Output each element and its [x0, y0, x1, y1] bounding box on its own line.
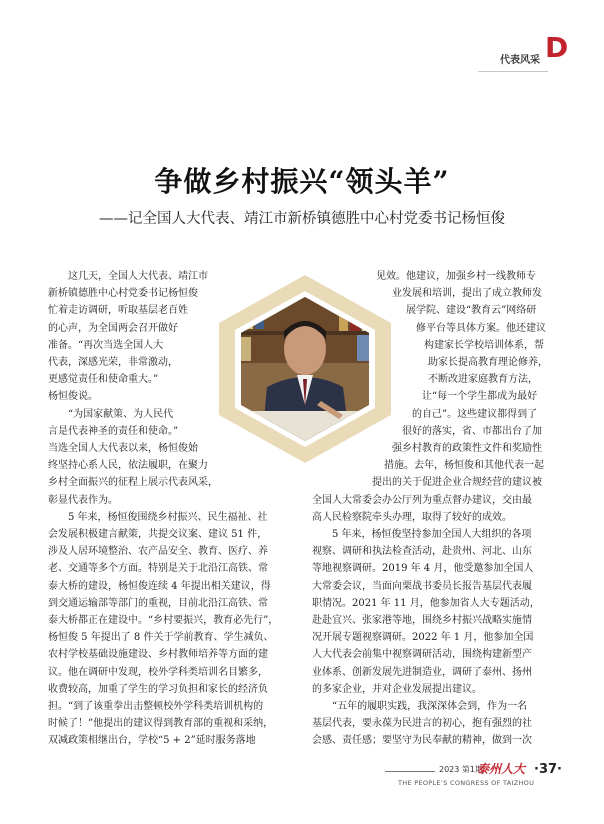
text-line: 更感觉责任和使命重大。”	[48, 374, 159, 386]
text-line: 老、交通等多个方面。特别是关于北沿江高铁、常	[48, 563, 268, 575]
text-line: 全国人大常委会办公厅列为重点督办建议，交由最	[312, 494, 532, 506]
text-line: 泰大桥都正在建设中。“乡村要振兴，教育必先行”，	[48, 615, 279, 627]
text-line: 的心声，为全国两会召开做好	[48, 322, 178, 334]
text-line: 担。“到了该重拳出击整顿校外学科类培训机构的	[48, 701, 264, 713]
text-line: 会感、责任感；要坚守为民奉献的精神，做到一次	[312, 735, 532, 747]
text-line: 这几天，全国人大代表、靖江市	[68, 271, 208, 282]
text-line: 展学院、建设“教育云”网络研	[406, 305, 537, 317]
text-line: 杨恒俊说。	[48, 391, 98, 403]
article-subtitle: ——记全国人大代表、靖江市新桥镇德胜中心村党委书记杨恒俊	[99, 211, 505, 227]
text-line: 见效。他建议，加强乡村一线教师专	[376, 271, 536, 282]
header-rule	[478, 71, 548, 72]
page-number: ·37·	[534, 762, 562, 777]
footer-magazine-logo: 泰州人大	[477, 762, 526, 776]
text-line: “五年的履职实践，我深深体会到，作为一名	[332, 701, 528, 713]
text-line: 高人民检察院牵头办理，取得了较好的成效。	[312, 511, 512, 523]
text-line: 职情况。2021 年 11 月，他参加省人大专题活动，	[312, 597, 540, 609]
text-line: 收费较高，加重了学生的学习负担和家长的经济负	[48, 683, 268, 695]
text-line: 言是代表神圣的责任和使命。”	[48, 425, 179, 437]
text-line: 农村学校基础设施建设、乡村教师培养等方面的建	[48, 649, 268, 661]
text-line: 议。他在调研中发现，校外学科类培训名目繁多，	[48, 666, 268, 678]
left-column-text	[48, 268, 292, 750]
text-line: 很好的落实，省、市都出台了加	[402, 425, 542, 437]
footer-issue: 2023 第1期	[439, 765, 483, 774]
text-line: 措施。去年，杨恒俊和其他代表一起	[384, 460, 544, 472]
text-line: 新桥镇德胜中心村党委书记杨恒俊	[48, 288, 198, 300]
text-line: 提出的关于促进企业合规经营的建议被	[372, 477, 542, 489]
text-line: 助家长提高教育理论修养，	[428, 357, 548, 369]
text-line: 终坚持心系人民，依法履职，在聚力	[48, 460, 208, 472]
section-letter-logo: D	[545, 31, 569, 64]
text-line: 构建家长学校培训体系，帮	[424, 339, 544, 351]
text-line: 乡村全面振兴的征程上展示代表风采，	[48, 477, 218, 489]
text-line: 到交通运输部等部门的重视，目前北沿江高铁、常	[48, 597, 268, 609]
footer-rule	[385, 771, 435, 772]
text-line: 代表，深感光荣，非常激动，	[48, 357, 178, 369]
text-line: 况开展专题视察调研。2022 年 1 月，他参加全国	[312, 632, 534, 644]
article-body-left-column	[48, 268, 292, 750]
text-line: 人大代表会前集中视察调研活动，围绕构建新型产	[312, 649, 532, 661]
text-line: 双减政策相继出台，学校“5 + 2”延时服务落地	[48, 735, 256, 747]
text-line: 当选全国人大代表以来，杨恒俊始	[48, 443, 198, 455]
text-line: 基层代表，要永葆为民进言的初心，抱有强烈的社	[312, 718, 532, 730]
text-line: 强乡村教育的政策性文件和奖励性	[392, 443, 542, 455]
text-line: 让“每一个学生都成为最好	[422, 391, 538, 403]
text-line: 忙着走访调研，听取基层老百姓	[48, 305, 188, 317]
text-line: 准备。“再次当选全国人大	[48, 339, 164, 351]
text-line: 涉及人居环境整治、农产品安全、教育、医疗、养	[48, 546, 268, 558]
text-line: 5 年来，杨恒俊围绕乡村振兴、民生福祉、社	[68, 511, 268, 523]
text-line: 的自己”。这些建议都得到了	[412, 408, 538, 420]
text-line: 时候了！”他提出的建议得到教育部的重视和采纳，	[48, 718, 274, 730]
text-line: 赴赴宜兴、张家港等地，围绕乡村振兴战略实施情	[312, 615, 532, 627]
text-line: 大常委会议，当面向栗战书委员长报告基层代表履	[312, 580, 532, 592]
text-line: “为国家献策、为人民代	[68, 408, 174, 420]
right-column-text	[312, 268, 556, 750]
text-line: 视察、调研和执法检查活动，赴贵州、河北、山东	[312, 546, 532, 558]
text-line: 修平台等具体方案。他还建议	[416, 322, 546, 334]
text-line: 会发展积极建言献策，共提交议案、建议 51 件，	[48, 529, 268, 541]
text-line: 业体系、创新发展先进制造业，调研了泰州、扬州	[312, 666, 532, 678]
text-line: 5 年来，杨恒俊坚持参加全国人大组织的各项	[332, 529, 532, 541]
text-line: 等地视察调研。2019 年 4 月，他受邀参加全国人	[312, 563, 534, 575]
text-line: 泰大桥的建设，杨恒俊连续 4 年提出相关建议，得	[48, 580, 271, 592]
footer-magazine-english: THE PEOPLE’S CONGRESS OF TAIZHOU	[398, 779, 535, 787]
section-label: 代表风采	[500, 55, 540, 66]
text-line: 业发展和培训，提出了成立教师发	[392, 288, 542, 300]
text-line: 彰显代表作为。	[48, 494, 118, 506]
article-body-right-column	[312, 268, 556, 750]
text-line: 的多家企业，并对企业发展提出建议。	[312, 683, 482, 695]
text-line: 不断改进家庭教育方法，	[428, 374, 538, 386]
article-title: 争做乡村振兴“领头羊”	[154, 165, 450, 198]
text-line: 杨恒俊 5 年提出了 8 件关于学前教育、学生减负、	[48, 632, 274, 644]
